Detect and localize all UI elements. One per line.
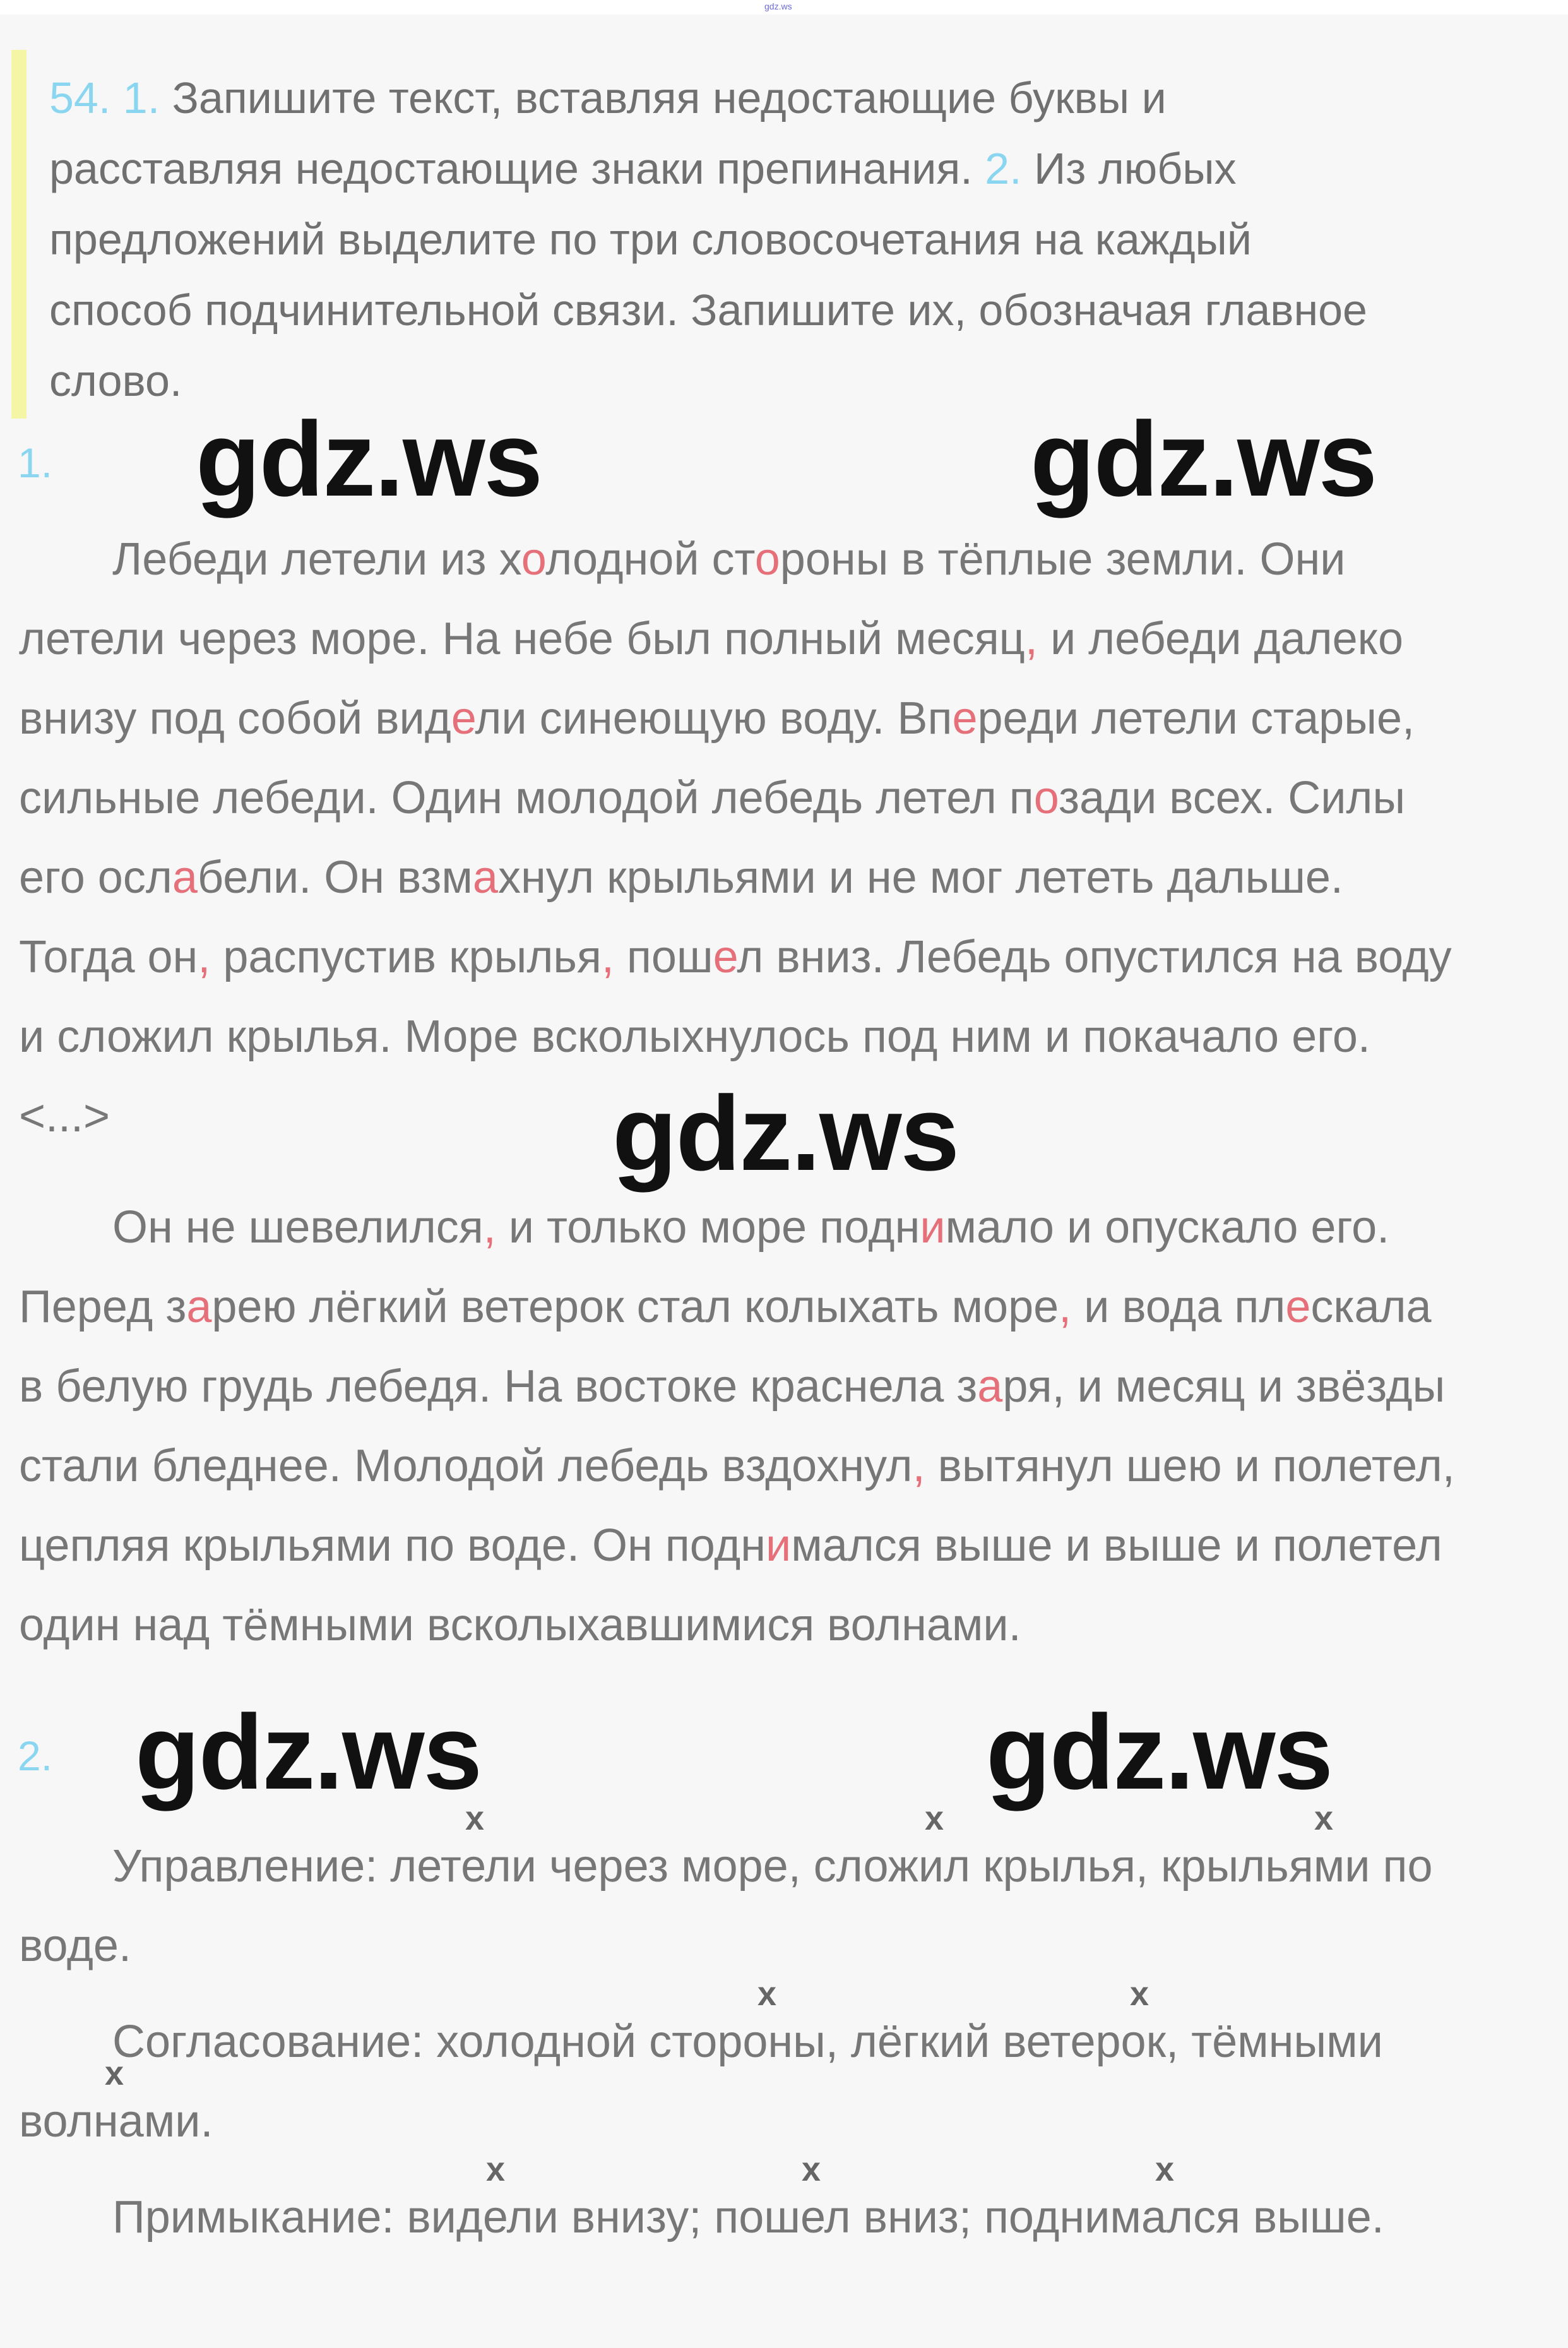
main-word-mark: x [465, 1799, 485, 1837]
main-word-mark: x [1130, 1975, 1149, 2013]
answer-agreement-text: холодной стороны, лёгкий ветерок, тёмными [424, 2017, 1383, 2067]
main-word-mark: x [925, 1799, 944, 1837]
main-word-mark: x [1155, 2150, 1175, 2188]
answer-adjunction-text: видели внизу; пошел вниз; поднимался выше. [394, 2192, 1384, 2243]
passage-ellipsis: <...> [19, 1091, 110, 1141]
answer-control [19, 1827, 1559, 1986]
answer-control-text: летели через море, сложил крылья, крыльями по [377, 1841, 1433, 1892]
answer-agreement-label: Согласование: [112, 2017, 424, 2067]
watermark: gdz.ws [135, 1693, 482, 1811]
task-step-1: 1. [122, 73, 160, 122]
watermark: gdz.ws [1030, 400, 1377, 518]
main-word-mark: x [757, 1975, 777, 2013]
watermark: gdz.ws [612, 1074, 959, 1193]
main-word-mark: x [486, 2150, 506, 2188]
answer-agreement-text: волнами. [19, 2096, 213, 2147]
site-tag: gdz.ws [764, 1, 792, 11]
task-line: способ подчинительной связи. Запишите их, обозначая главное [49, 285, 1367, 335]
task-line: слово. [49, 356, 182, 405]
section-2-number: 2. [18, 1732, 53, 1779]
section-1-number: 1. [18, 439, 53, 486]
main-word-mark: x [1314, 1799, 1334, 1837]
watermark: gdz.ws [986, 1693, 1333, 1811]
task-line: предложений выделите по три словосочетания на каждый [49, 215, 1252, 264]
passage-paragraph-2: Он не шевелился, и только море поднимало и опускало его. Перед зарею лёгкий ветерок стал колыхать море, и вода плескала в белую грудь лебедя. На востоке краснела заря, и месяц и звёзды стали бледнее. Молодой лебедь вздохнул, вытянул шею и полетел, цепляя крыльями по воде. Он поднимался выше и выше и полетел один над тёмными всколыхавшимися волнами. [19, 1202, 1455, 1650]
main-word-mark: x [802, 2150, 821, 2188]
answer-control-text: воде. [19, 1921, 131, 1971]
task-accent-bar [11, 50, 27, 419]
task-step-2: 2. [985, 144, 1022, 193]
solution-page [0, 15, 1568, 2348]
answer-control-label: Управление: [112, 1841, 378, 1892]
answer-agreement [19, 2002, 1559, 2161]
task-text [49, 63, 1552, 416]
task-line: расставляя недостающие знаки препинания. [49, 144, 985, 193]
main-word-mark: x [105, 2054, 124, 2092]
task-line: Из любых [1021, 144, 1237, 193]
task-line: Запишите текст, вставляя недостающие буквы и [160, 73, 1167, 122]
task-number: 54. [49, 73, 111, 122]
answer-adjunction-label: Примыкание: [112, 2192, 395, 2243]
task-block [11, 50, 1564, 419]
answer-adjunction [19, 2178, 1559, 2257]
passage-paragraph-1: Лебеди летели из холодной стороны в тёплые земли. Они летели через море. На небе был полный месяц, и лебеди далеко внизу под собой видели синеющую воду. Впереди летели старые, сильные лебеди. Один молодой лебедь летел позади всех. Силы его ослабели. Он взмахнул крыльями и не мог лететь дальше. Тогда он, распустив крылья, пошел вниз. Лебедь опустился на воду и сложил крылья. Море всколыхнулось под ним и покачало его. <...> [19, 534, 1452, 1141]
watermark: gdz.ws [196, 400, 542, 518]
